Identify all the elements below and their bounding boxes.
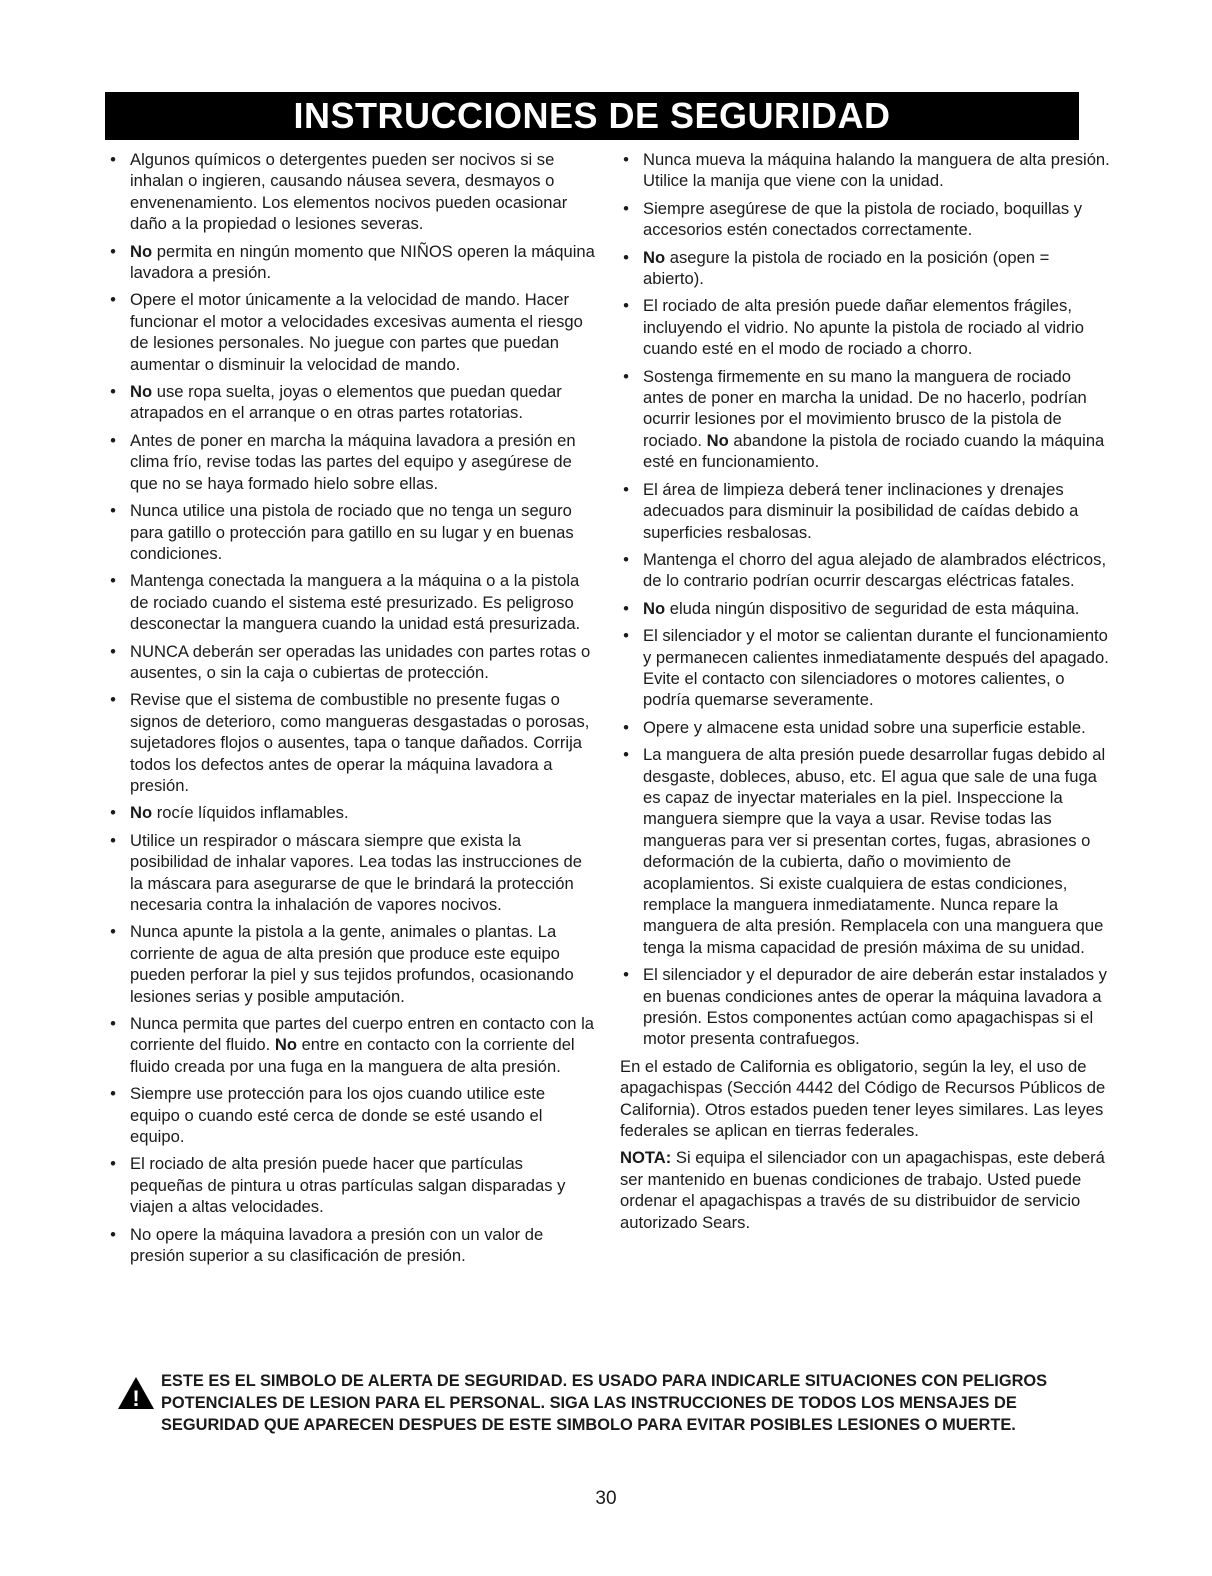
left-column [107,149,597,1273]
safety-item-text: Siempre use protección para los ojos cuando utilice este equipo o cuando esté cerca de donde se esté usando el equipo. [130,1084,546,1147]
safety-item [107,570,597,634]
safety-item-text: permita en ningún momento que NIÑOS operen la máquina lavadora a presión. [130,241,595,283]
bullet-icon: • [110,803,116,823]
bullet-icon: • [623,626,629,646]
safety-item-text: rocíe líquidos inflamables. [152,803,349,823]
bullet-icon: • [623,549,629,569]
safety-item [620,549,1110,592]
right-safety-list [620,149,1110,1050]
safety-item [107,149,597,235]
safety-item-text: abandone la pistola de rociado cuando la máquina esté en funcionamiento. [643,430,1105,472]
safety-item-text: El rociado de alta presión puede dañar elementos frágiles, incluyendo el vidrio. No apunte la pistola de rociado al vidrio cuando esté en el modo de rociado a chorro. [643,296,1084,359]
safety-item-text: Nunca utilice una pistola de rociado que no tenga un seguro para gatillo o protección para gatillo en su lugar y en buenas condiciones. [130,501,574,563]
safety-item [107,381,597,424]
safety-item [107,689,597,796]
safety-item-text: Siempre asegúrese de que la pistola de rociado, boquillas y accesorios estén conectados correctamente. [643,198,1083,240]
safety-item-text: La manguera de alta presión puede desarrollar fugas debido al desgaste, dobleces, abuso, etc. El agua que sale de una fuga es capaz de inyectar materiales en la piel. Inspeccione la manguera siempre que la vaya a usar. Revise todas las mangueras para ver si presentan cortes, fugas, abrasiones o deformación de la cubierta, daño o movimiento de acoplamientos. Si existe cualquiera de estas condiciones, remplace la manguera inmediatamente. Nunca repare la manguera de alta presión. Remplacela con una manguera que tenga la misma capacidad de presión máxima de su unidad. [643,745,1106,957]
bullet-icon: • [110,241,116,261]
safety-item [620,964,1110,1050]
bullet-icon: • [110,382,116,402]
safety-alert-block [117,1370,1077,1436]
emphasis: No [274,1035,297,1055]
bullet-icon: • [110,150,116,169]
safety-item-text: Utilice un respirador o máscara siempre que exista la posibilidad de inhalar vapores. Lea todas las instrucciones de la máscara para asegurarse de que le brindará la protección necesaria contra la inhalación de vapores nocivos. [130,830,583,914]
bullet-icon: • [110,290,116,310]
bullet-icon: • [623,198,629,218]
nota-text: Si equipa el silenciador con un apagachispas, este deberá ser mantenido en buenas condiciones de trabajo. Usted puede ordenar el apagachispas a través de su distribuidor de servicio autorizado Sears. [620,1148,1105,1232]
safety-item [620,744,1110,958]
safety-item [107,802,597,823]
safety-item [107,830,597,916]
safety-item [620,247,1110,290]
emphasis: No [643,598,666,618]
bullet-icon: • [110,690,116,710]
bullet-icon: • [623,296,629,316]
bullet-icon: • [623,366,629,386]
bullet-icon: • [110,922,116,942]
safety-item-text: Nunca permita que partes del cuerpo entren en contacto con la corriente del fluido. [130,1014,594,1055]
bullet-icon: • [110,1014,116,1034]
safety-item-text: NUNCA deberán ser operadas las unidades con partes rotas o ausentes, o sin la caja o cubiertas de protección. [130,641,591,682]
bullet-icon: • [110,1154,116,1174]
safety-item-text: Mantenga el chorro del agua alejado de alambrados eléctricos, de lo contrario podrían ocurrir descargas eléctricas fatales. [643,549,1107,591]
emphasis: No [643,247,666,267]
safety-item [107,430,597,494]
safety-item [620,625,1110,711]
safety-item [620,295,1110,359]
safety-alert-text: ESTE ES EL SIMBOLO DE ALERTA DE SEGURIDAD. ES USADO PARA INDICARLE SITUACIONES CON PELIGROS POTENCIALES DE LESION PARA EL PERSONAL. SIGA LAS INSTRUCCIONES DE TODOS LOS MENSAJES DE SEGURIDAD QUE APARECEN DESPUES DE ESTE SIMBOLO PARA EVITAR POSIBLES LESIONES O MUERTE. [161,1372,1048,1434]
safety-item [107,1083,597,1147]
safety-item-text: No opere la máquina lavadora a presión con un valor de presión superior a su clasificación de presión. [130,1224,544,1266]
safety-item-text: Nunca apunte la pistola a la gente, animales o plantas. La corriente de agua de alta presión que produce este equipo pueden perforar la piel y sus tejidos profundos, ocasionando lesiones serias y posible amputación. [130,922,574,1006]
safety-item [620,198,1110,241]
bullet-icon: • [623,150,629,169]
nota-label: NOTA: [620,1148,672,1168]
safety-item [107,1224,597,1267]
safety-item [620,598,1110,619]
safety-item-text: Algunos químicos o detergentes pueden ser nocivos si se inhalan o ingieren, causando náusea severa, desmayos o envenenamiento. Los elementos nocivos pueden ocasionar daño a la propiedad o lesiones severas. [130,150,568,234]
bullet-icon: • [110,1084,116,1104]
emphasis: No [130,803,153,823]
bullet-icon: • [110,501,116,521]
safety-item [107,289,597,375]
bullet-icon: • [623,247,629,267]
safety-item-text: asegure la pistola de rociado en la posición (open = abierto). [643,247,1050,289]
page-number: 30 [595,1488,617,1509]
safety-item [620,366,1110,473]
right-column [620,149,1110,1239]
alert-triangle-icon [117,1376,155,1410]
bullet-icon: • [110,430,116,450]
safety-item-text: El silenciador y el depurador de aire deberán estar instalados y en buenas condiciones antes de operar la máquina lavadora a presión. Estos componentes actúan como apagachispas si el motor presenta contrafuegos. [643,965,1107,1049]
alert-exclamation: ! [132,1386,140,1410]
page-title: INSTRUCCIONES DE SEGURIDAD [105,92,1079,140]
safety-item-text: El rociado de alta presión puede hacer que partículas pequeñas de pintura u otras partículas salgan disparadas y viajen a altas velocidades. [130,1154,566,1217]
safety-item-text: Antes de poner en marcha la máquina lavadora a presión en clima frío, revise todas las partes del equipo y asegúrese de que no se haya formado hielo sobre ellas. [130,430,576,493]
safety-item-text: Opere el motor únicamente a la velocidad de mando. Hacer funcionar el motor a velocidades excesivas aumenta el riesgo de lesiones personales. No juegue con partes que puedan aumentar o disminuir la velocidad de mando. [130,290,583,374]
bullet-icon: • [623,965,629,985]
bullet-icon: • [110,641,116,661]
emphasis: No [706,430,729,450]
safety-item-text: El área de limpieza deberá tener inclinaciones y drenajes adecuados para disminuir la posibilidad de caídas debido a superficies resbalosas. [643,479,1079,542]
bullet-icon: • [623,745,629,765]
safety-item [107,1013,597,1077]
bullet-icon: • [623,717,629,737]
california-paragraph: En el estado de California es obligatorio, según la ley, el uso de apagachispas (Sección 4442 del Código de Recursos Públicos de California). Otros estados pueden tener leyes similares. Las leyes federales se aplican en tierras federales. [620,1056,1106,1141]
safety-item-text: Opere y almacene esta unidad sobre una superficie estable. [643,717,1086,737]
left-safety-list [107,149,597,1267]
bullet-icon: • [623,598,629,618]
bullet-icon: • [623,479,629,499]
safety-item-text: entre en contacto con la corriente del fluido creada por una fuga en la manguera de alta presión. [130,1035,575,1076]
emphasis: No [130,241,153,261]
safety-item-text: El silenciador y el motor se calientan durante el funcionamiento y permanecen calientes inmediatamente después del apagado. Evite el contacto con silenciadores o motores calientes, o podría quemarse severamente. [643,626,1109,710]
safety-item-text: use ropa suelta, joyas o elementos que puedan quedar atrapados en el arranque o en otras partes rotatorias. [130,382,562,423]
safety-item-text: Mantenga conectada la manguera a la máquina o a la pistola de rociado cuando el sistema esté presurizado. Es peligroso desconectar la manguera cuando la unidad está presurizada. [130,571,581,634]
emphasis: No [130,382,153,402]
bullet-icon: • [110,571,116,591]
safety-item [620,479,1110,543]
safety-item [107,500,597,564]
bullet-icon: • [110,1224,116,1244]
safety-item [107,1153,597,1217]
safety-item-text: Nunca mueva la máquina halando la manguera de alta presión. Utilice la manija que viene con la unidad. [643,150,1110,191]
bullet-icon: • [110,830,116,850]
nota-paragraph [620,1147,1110,1233]
safety-item [620,149,1110,192]
safety-item [107,921,597,1007]
safety-item [107,641,597,684]
safety-item-text: eluda ningún dispositivo de seguridad de esta máquina. [665,598,1080,618]
safety-item [620,717,1110,738]
safety-item-text: Revise que el sistema de combustible no presente fugas o signos de deterioro, como mangueras desgastadas o porosas, sujetadores flojos o ausentes, tapa o tanque dañados. Corrija todos los defectos antes de operar la máquina lavadora a presión. [130,690,590,795]
safety-item [107,241,597,284]
safety-item-text: Sostenga firmemente en su mano la manguera de rociado antes de poner en marcha la unidad. De no hacerlo, podrían ocurrir lesiones por el movimiento brusco de la pistola de rociado. [643,366,1087,450]
